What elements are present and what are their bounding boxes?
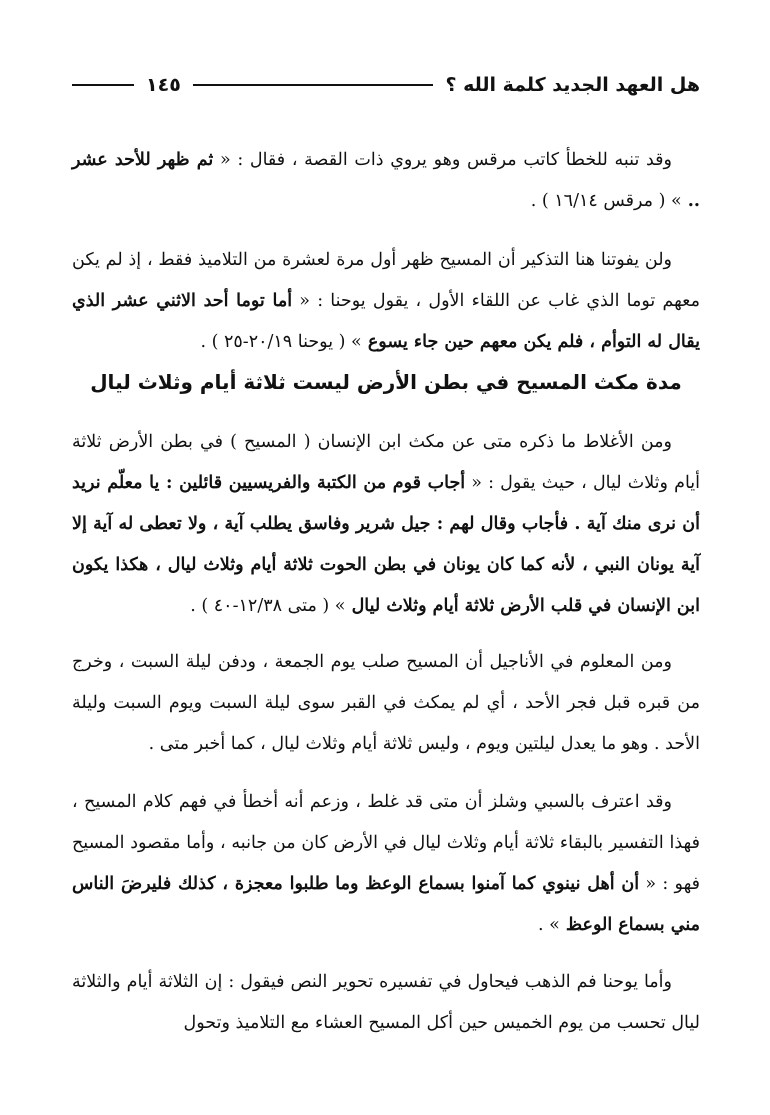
paragraph-text: ومن الأغلاط ما ذكره متى عن مكث ابن الإنسان ( المسيح ) في بطن الأرض ثلاثة أيام وثلاث ليال ، حيث يقول : « [72, 432, 701, 493]
quoted-verse: أجاب قوم من الكتبة والفريسيين قائلين : يا معلّم نريد أن نرى منك آية . فأجاب وقال لهم : جيل شرير وفاسق يطلب آية ، ولا تعطى له آية إلا آية يونان النبي ، لأنه كما كان يونان في بطن الحوت ثلاثة أيام وثلاث ليال ، هكذا يكون ابن الإنسان في قلب الأرض ثلاثة أيام وثلاث ليال [72, 473, 700, 616]
quoted-verse: أما توما أحد الاثني عشر الذي يقال له التوأم ، فلم يكن معهم حين جاء يسوع [72, 291, 700, 352]
paragraph-thomas [72, 240, 700, 363]
paragraph-crucifixion-timeline [72, 642, 700, 765]
header-rule-end [72, 84, 134, 86]
paragraph-text: وقد اعترف بالسبي وشلز أن متى قد غلط ، وزعم أنه أخطأ في فهم كلام المسيح ، فهذا التفسير بالبقاء ثلاثة أيام وثلاث ليال في الأرض كان من جانبه ، وأما مقصود المسيح فهو : « [72, 792, 701, 894]
quoted-verse: أن أهل نينوي كما آمنوا بسماع الوعظ وما طلبوا معجزة ، كذلك فليرضَ الناس مني بسماع الوعظ [72, 874, 700, 935]
header-rule [193, 84, 434, 86]
paragraph-chrysostom [72, 962, 700, 1044]
paragraph-text: وقد تنبه للخطأ كاتب مرقس وهو يروي ذات القصة ، فقال : « [213, 150, 672, 170]
verse-reference: » ( متى ١٢/٣٨-٤٠ ) . [190, 596, 346, 616]
verse-reference: » . [537, 915, 560, 935]
running-title: هل العهد الجديد كلمة الله ؟ [445, 74, 700, 96]
section-heading: مدة مكث المسيح في بطن الأرض ليست ثلاثة أيام وثلاث ليال [90, 370, 682, 394]
verse-reference: » ( مرقس ١٦/١٤ ) . [530, 191, 682, 211]
paragraph-mark-quote [72, 140, 700, 222]
verse-reference: » ( يوحنا ٢٠/١٩-٢٥ ) . [200, 332, 362, 352]
paragraph-admission [72, 782, 700, 946]
running-header [72, 68, 700, 102]
paragraph-text: ومن المعلوم في الأناجيل أن المسيح صلب يوم الجمعة ، ودفن ليلة السبت ، وخرج من قبره قبل فجر الأحد ، أي لم يمكث في القبر سوى ليلة السبت ويوم السبت وليلة الأحد . وهو ما يعدل ليلتين ويوم ، وليس ثلاثة أيام وثلاث ليال ، كما أخبر متى . [72, 652, 700, 754]
paragraph-text: وأما يوحنا فم الذهب فيحاول في تفسيره تحوير النص فيقول : إن الثلاثة أيام والثلاثة ليال تحسب من يوم الخميس حين أكل المسيح العشاء مع التلاميذ وتحول [72, 972, 700, 1033]
quoted-verse: ثم ظهر للأحد عشر .. [72, 150, 700, 211]
page-number: ١٤٥ [146, 74, 181, 96]
paragraph-matthew-quote [72, 422, 700, 627]
paragraph-text: ولن يفوتنا هنا التذكير أن المسيح ظهر أول مرة لعشرة من التلاميذ فقط ، إذ لم يكن معهم توما الذي غاب عن اللقاء الأول ، يقول يوحنا : « [72, 250, 700, 311]
